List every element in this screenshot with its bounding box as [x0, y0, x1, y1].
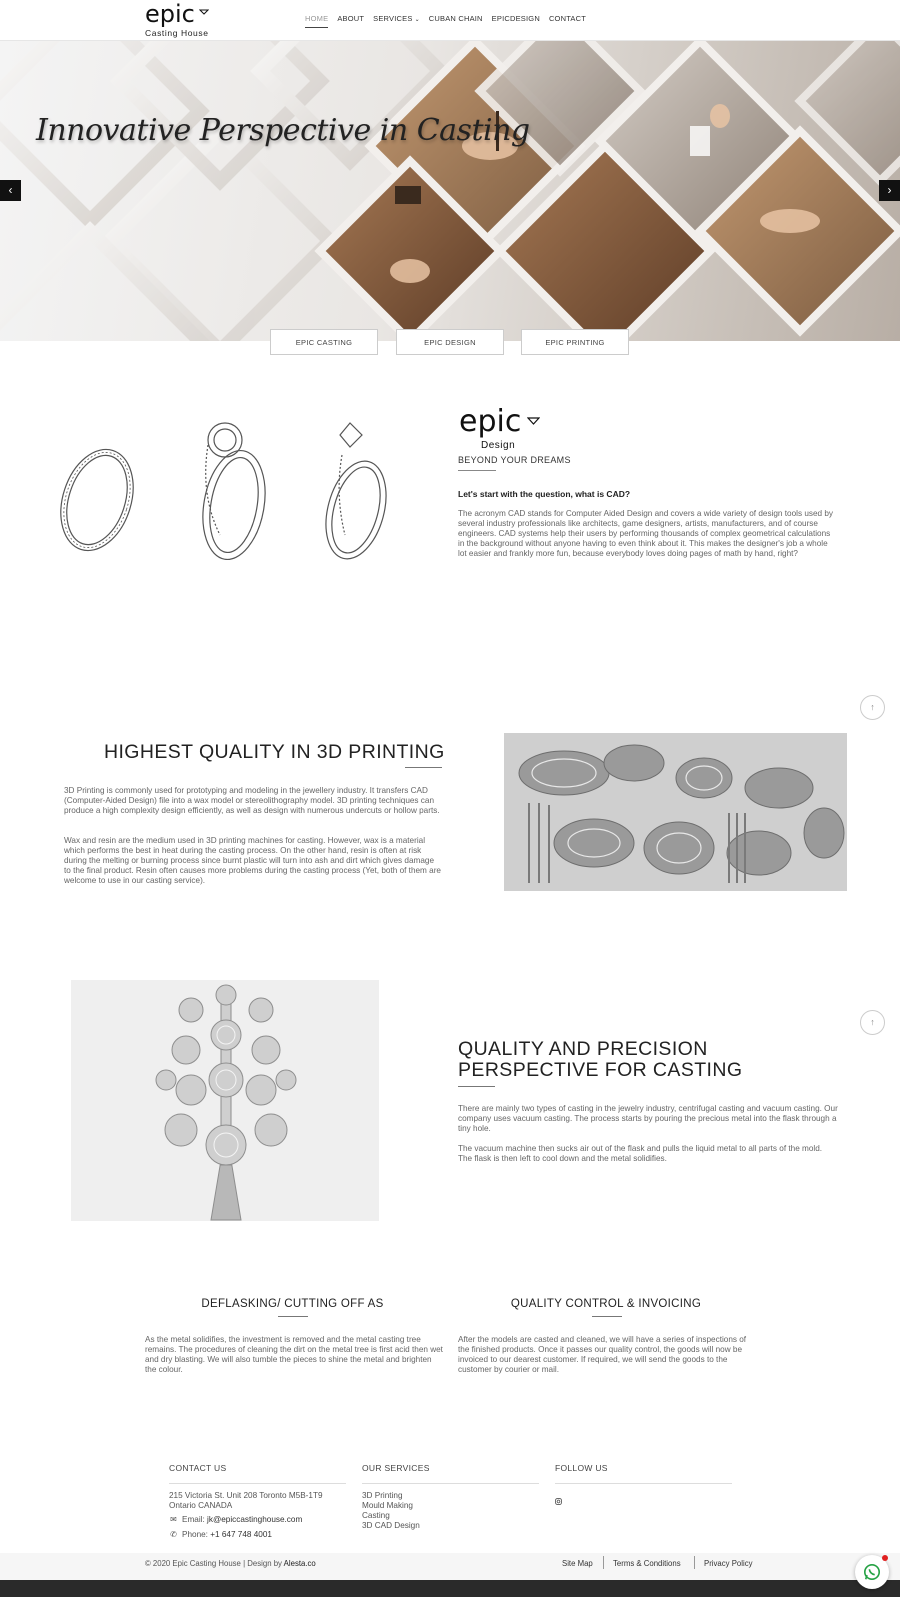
divider — [362, 1483, 539, 1484]
footer-follow-heading: FOLLOW US — [555, 1463, 608, 1473]
tab-epic-printing[interactable]: EPIC PRINTING — [521, 329, 629, 355]
printing-paragraph-1: 3D Printing is commonly used for prototyping and modeling in the jewellery industry. It transfers CAD (Computer-Aided Design) file into a wax model or stereolithography model. 3D printing techniques can produce a high complexity design efficiently, as well as design with numerous undercuts or hollow parts. — [64, 786, 440, 815]
arrow-up-icon: ↑ — [870, 1017, 875, 1027]
phone-link[interactable]: +1 647 748 4001 — [210, 1530, 272, 1539]
site-map-link[interactable]: Site Map — [562, 1559, 593, 1568]
service-link-3d-cad-design[interactable]: 3D CAD Design — [362, 1521, 420, 1530]
email-label: Email: — [182, 1515, 208, 1524]
hero-slider — [0, 41, 900, 341]
ring-sketches-image — [50, 415, 410, 565]
casting-paragraph-2: The vacuum machine then sucks air out of the flask and pulls the liquid metal to all parts of the mold. The flask is then left to cool down and the metal solidifies. — [458, 1144, 823, 1163]
quality-text: After the models are casted and cleaned, we will have a series of inspections of the finished products. Once it passes our quality control, the goods will now be invoiced to our dearest customer. If required, we will send the goods to the customer by courier or mail. — [458, 1335, 747, 1374]
printing-heading: HIGHEST QUALITY IN 3D PRINTING — [104, 741, 445, 763]
casting-heading-line-1: QUALITY AND PRECISION — [458, 1038, 708, 1060]
design-logo-subtitle: Design — [481, 440, 516, 451]
cad-description: The acronym CAD stands for Computer Aided Design and covers a wide variety of design tools used by several industry professionals like architects, game designers, artists, manufacturers, and of course engineers. CAD systems help their users by performing thousands of complex geometrical calculations in the background without anyone having to even think about it. This makes the designer's job a whole lot easier and frankly more fun, because everybody loves doing pages of math by hand, right? — [458, 509, 833, 558]
designer-link[interactable]: Alesta.co — [283, 1559, 316, 1568]
footer-bottom-bar — [0, 1553, 900, 1580]
footer-phone — [169, 1530, 272, 1540]
divider — [603, 1556, 604, 1569]
main-nav — [305, 14, 595, 28]
privacy-link[interactable]: Privacy Policy — [704, 1559, 753, 1568]
nav-contact[interactable]: CONTACT — [548, 14, 587, 23]
nav-cuban-chain[interactable]: CUBAN CHAIN — [428, 14, 483, 23]
divider — [694, 1556, 695, 1569]
email-link[interactable]: jk@epiccastinghouse.com — [207, 1515, 303, 1524]
chevron-left-icon: ‹ — [8, 183, 13, 197]
scroll-top-button[interactable] — [860, 1010, 885, 1035]
footer-contact-heading: CONTACT US — [169, 1463, 227, 1473]
nav-services-label: SERVICES — [373, 14, 413, 23]
nav-services[interactable] — [373, 14, 420, 28]
nav-epicdesign[interactable]: EPICDESIGN — [491, 14, 540, 23]
tab-epic-casting[interactable]: EPIC CASTING — [270, 329, 378, 355]
deflasking-heading: DEFLASKING/ CUTTING OFF AS — [201, 1298, 384, 1310]
footer-services-heading: OUR SERVICES — [362, 1463, 430, 1473]
epic-design-logo — [459, 404, 549, 453]
service-link-3d-printing[interactable]: 3D Printing — [362, 1491, 403, 1500]
tab-epic-design[interactable]: EPIC DESIGN — [396, 329, 504, 355]
copyright — [145, 1559, 316, 1568]
address-line-2: Ontario CANADA — [169, 1501, 233, 1510]
page-bottom-strip — [0, 1580, 900, 1597]
casting-heading-line-2: PERSPECTIVE FOR CASTING — [458, 1059, 743, 1081]
phone-icon: ✆ — [170, 1530, 177, 1539]
hero-image — [0, 41, 900, 341]
design-tagline: BEYOND YOUR DREAMS — [458, 455, 571, 465]
3d-printed-models-image — [504, 733, 847, 891]
divider — [458, 1086, 495, 1087]
casting-tree-image — [71, 980, 379, 1221]
divider — [405, 767, 442, 768]
divider — [458, 470, 496, 471]
deflasking-text: As the metal solidifies, the investment is removed and the metal casting tree remains. The procedures of cleaning the dirt on the metal tree is first acid then wet and dry blasting. We will also tumble the pieces to shine the metal and brighten the colour. — [145, 1335, 443, 1374]
copyright-text: © 2020 Epic Casting House | Design by — [145, 1559, 284, 1568]
footer-email — [169, 1515, 302, 1525]
logo-subtitle: Casting House — [145, 28, 209, 38]
notification-dot — [882, 1555, 888, 1561]
divider — [555, 1483, 732, 1484]
scroll-top-button[interactable] — [860, 695, 885, 720]
cad-question: Let's start with the question, what is CAD? — [458, 489, 631, 499]
printing-paragraph-2: Wax and resin are the medium used in 3D printing machines for casting. However, wax is a material which performs the best in heat during the casting process. On the other hand, resin is often at risk during the melting or burning process since burnt plastic will turn into ash and dirt which gives damage to the final product. Resin often causes more problems during the casting process (Yet, both of them are welcome to use in our casting service). — [64, 836, 441, 885]
whatsapp-icon — [863, 1563, 881, 1581]
phone-label: Phone: — [182, 1530, 211, 1539]
logo-word: epic — [145, 0, 195, 28]
site-header — [0, 0, 900, 41]
slider-prev-button[interactable] — [0, 180, 21, 201]
hero-tabs — [0, 329, 900, 355]
site-logo[interactable] — [145, 0, 215, 39]
hero-title: Innovative Perspective in Casting — [36, 113, 530, 148]
diamond-icon — [199, 9, 209, 15]
divider — [278, 1316, 308, 1317]
quality-heading: QUALITY CONTROL & INVOICING — [510, 1298, 702, 1310]
chevron-down-icon: ⌄ — [414, 17, 420, 23]
chevron-right-icon: › — [887, 183, 892, 197]
terms-link[interactable]: Terms & Conditions — [613, 1559, 681, 1568]
instagram-icon[interactable] — [555, 1498, 562, 1505]
arrow-up-icon: ↑ — [870, 702, 875, 712]
service-link-casting[interactable]: Casting — [362, 1511, 390, 1520]
envelope-icon: ✉ — [170, 1515, 177, 1524]
address-line-1: 215 Victoria St. Unit 208 Toronto M5B-1T9 — [169, 1491, 323, 1500]
divider — [592, 1316, 622, 1317]
slider-next-button[interactable] — [879, 180, 900, 201]
casting-paragraph-1: There are mainly two types of casting in the jewelry industry, centrifugal casting and vacuum casting. Our company uses vacuum casting. The process starts by pouring the precious metal into the flask through a tiny hole. — [458, 1104, 838, 1133]
nav-home[interactable]: HOME — [305, 14, 328, 28]
diamond-icon — [527, 417, 540, 425]
service-link-mould-making[interactable]: Mould Making — [362, 1501, 413, 1510]
design-logo-word: epic — [459, 404, 522, 439]
divider — [169, 1483, 346, 1484]
nav-about[interactable]: ABOUT — [337, 14, 365, 23]
